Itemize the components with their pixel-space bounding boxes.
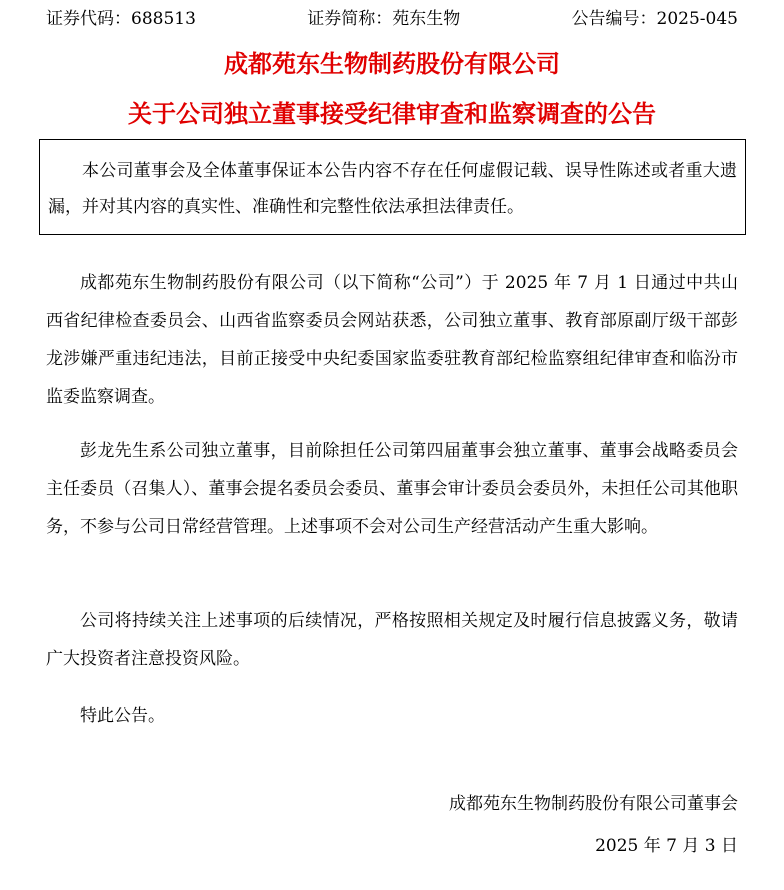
body-paragraph-2: 彭龙先生系公司独立董事，目前除担任公司第四届董事会独立董事、董事会战略委员会主任委员（召集人）、董事会提名委员会委员、董事会审计委员会委员外，未担任公司其他职务，不参与公司日常经营管理。上述事项不会对公司生产经营活动产生重大影响。 — [46, 441, 738, 537]
signature-org: 成都苑东生物制药股份有限公司董事会 — [449, 794, 738, 814]
security-short-name: 证券简称：苑东生物 — [307, 9, 461, 29]
disclaimer-box — [39, 139, 746, 235]
body-paragraph-1: 成都苑东生物制药股份有限公司（以下简称“公司”）于 2025 年 7 月 1 日通过中共山西省纪律检查委员会、山西省监察委员会网站获悉，公司独立董事、教育部原副厅级干部彭龙涉嫌严重违纪违法，目前正接受中央纪委国家监委驻教育部纪检监察组纪律审查和临汾市监委监察调查。 — [46, 273, 738, 407]
document-header — [46, 4, 738, 28]
body-paragraph-3: 公司将持续关注上述事项的后续情况，严格按照相关规定及时履行信息披露义务，敬请广大投资者注意投资风险。 — [46, 611, 738, 669]
closing-line: 特此公告。 — [80, 706, 165, 726]
notice-title: 关于公司独立董事接受纪律审查和监察调查的公告 — [128, 100, 656, 128]
notice-number: 公告编号：2025-045 — [571, 9, 738, 29]
security-code: 证券代码：688513 — [46, 9, 196, 29]
company-title: 成都苑东生物制药股份有限公司 — [224, 50, 560, 78]
signature-date: 2025 年 7 月 3 日 — [595, 836, 738, 856]
disclaimer-text: 本公司董事会及全体董事保证本公告内容不存在任何虚假记载、误导性陈述或者重大遗漏，并对其内容的真实性、准确性和完整性依法承担法律责任。 — [48, 161, 737, 217]
